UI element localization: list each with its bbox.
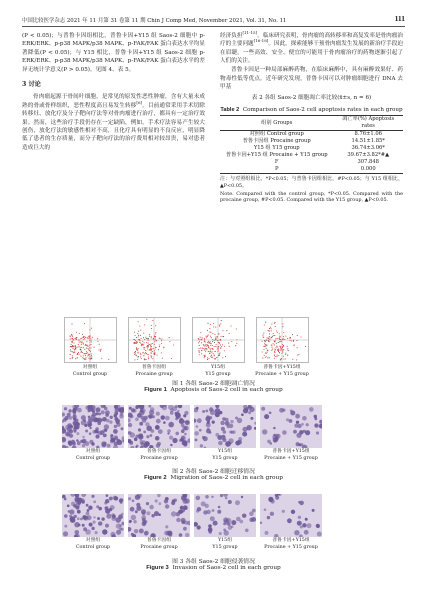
stained-cell-panel (128, 494, 190, 551)
stained-cell-panel (260, 405, 322, 462)
page-number: 111 (394, 14, 405, 23)
stained-cell-panel (62, 494, 124, 551)
figure-1-flow-cytometry (62, 316, 310, 378)
panel-label-zh: 普鲁卡因+Y15组 (272, 538, 310, 543)
panel-label-en: Procaine + Y15 group (264, 545, 318, 550)
table-header-rates: 凋亡率(%) Apoptosis rates (342, 116, 395, 130)
micrograph (194, 494, 256, 537)
table-header-row (220, 116, 403, 131)
table-caption-en: Table 2 Comparison of Saos-2 cell apoptosis rates in each group (220, 106, 403, 113)
micrograph (260, 405, 322, 448)
panel-label-zh: 普鲁卡因组 (147, 449, 171, 454)
stained-cell-panel (62, 405, 124, 462)
panel-label-en: Control group (72, 372, 108, 377)
table-cell-group: 普鲁卡因组 Procaine group (242, 138, 311, 145)
table-note-en: Note. Compared with the control group, *P<0.05. Compared with the procaine group, #P<0.05. Compared with the Y15 group, ▲P<0.05. (220, 190, 403, 204)
micrograph (128, 405, 190, 448)
micrograph (194, 405, 256, 448)
stained-cell-panel (260, 494, 322, 551)
panel-label-zh: 对照组 (85, 538, 101, 543)
table-row (220, 152, 403, 159)
table-row (220, 138, 403, 145)
panel-label-en: Procaine + Y15 group (255, 372, 309, 377)
scatter-plot (126, 316, 182, 364)
right-paragraph-1: 经济负担[11-15]。临床研究表明，骨肉瘤的高转移率和高复发率是骨肉瘤治疗的主要问题[16-18]。因此，探索能够干预骨肉瘤发生发展的新治疗手段迫在眉睫，一些高效、安全、便宜的可能用于骨肉瘤治疗的药物逐渐引起了人们的关注。 (220, 30, 403, 65)
flow-cytometry-panel (62, 316, 118, 378)
panel-label-zh: 普鲁卡因组 (142, 365, 166, 370)
panel-label-en: Procaine group (140, 545, 178, 550)
panel-label-en: Control group (75, 456, 111, 461)
panel-label-en: Y15 group (205, 372, 231, 377)
journal-header-text: 中国比较医学杂志 2021 年 11 月第 31 卷第 11 期 Chin J Comp Med, November 2021, Vol. 31, No. 11 (22, 18, 287, 24)
scatter-plot (62, 316, 118, 364)
right-paragraph-2: 普鲁卡因是一种局部麻醉药物，在临床麻醉中，具有麻醉效果好、药物毒性低等优点。近年研究发现，普鲁卡因可以对肿瘤细胞进行 DNA 去甲基 (220, 67, 403, 90)
citation: [6] (136, 99, 143, 105)
table-note-zh: 注：与对照组相比，*P<0.05；与普鲁卡因组相比，#P<0.05；与 Y15 组相比，▲P<0.05。 (220, 176, 403, 189)
figure-2-migration (62, 405, 322, 462)
micrograph (260, 494, 322, 537)
panel-label-en: Procaine group (135, 372, 173, 377)
panel-label-zh: Y15组 (217, 538, 233, 543)
figure-2-caption-en: Figure 2 Migration of Saos-2 cell in each group (144, 475, 283, 481)
table-row (220, 159, 403, 166)
table-cell-rate: 36.74±3.06* (351, 145, 385, 152)
table-cell-rate: 307.848 (357, 159, 379, 166)
table-cell-rate: 0.000 (360, 166, 376, 173)
figure-3-caption-en: Figure 3 Invasion of Saos-2 cell in each group (146, 565, 281, 571)
micrograph (128, 494, 190, 537)
table-row (220, 166, 403, 174)
flow-cytometry-panel (126, 316, 182, 378)
panel-label-en: Procaine group (140, 456, 178, 461)
panel-label-en: Y15 group (212, 456, 238, 461)
table-cell-group: Y15 组 Y15 group (253, 145, 300, 152)
running-header (22, 14, 405, 27)
right-column (220, 32, 403, 204)
stained-cell-panel (128, 405, 190, 462)
stained-cell-panel (194, 405, 256, 462)
stained-cell-panel (194, 494, 256, 551)
panel-label-zh: 普鲁卡因+Y15组 (272, 449, 310, 454)
panel-label-en: Procaine + Y15 group (264, 456, 318, 461)
micrograph (62, 405, 124, 448)
left-column (22, 32, 205, 153)
scatter-plot (254, 316, 310, 364)
citation: [11-15] (242, 30, 258, 36)
panel-label-zh: Y15组 (210, 365, 226, 370)
figure-3-caption-zh: 图 3 各组 Saos-2 细胞侵袭情况 (172, 559, 255, 565)
left-paragraph-1: (P < 0.05)；与普鲁卡因组相比，普鲁卡因+Y15 组 Saos-2 细胞中 p-ERK/ERK、p-p38 MAPK/p38 MAPK、p-FAK/FAK 蛋白表达水平均显著降低(P < 0.05)；与 Y15 相比，普鲁卡因+Y15 组 Saos-2 细胞 p-ERK/ERK、p-p38 MAPK/p38 MAPK、p-FAK/FAK 蛋白表达水平的差异无统计学意义(P > 0.05)。见图 4、表 5。 (22, 33, 205, 73)
table-header-groups: 组别 Groups (261, 119, 293, 126)
panel-label-en: Control group (75, 545, 111, 550)
table-cell-group: P (274, 166, 279, 173)
flow-cytometry-panel (190, 316, 246, 378)
section-heading-discussion: 3 讨论 (22, 81, 41, 89)
scatter-plot (190, 316, 246, 364)
figure-3-invasion (62, 494, 322, 551)
table-cell-group: 普鲁卡因+Y15 组 Procaine + Y15 group (225, 152, 328, 159)
figure-1-caption-zh: 图 1 各组 Saos-2 细胞凋亡情况 (172, 381, 255, 387)
panel-label-en: Y15 group (212, 545, 238, 550)
table-cell-group: F (274, 159, 279, 166)
citation: [16-18] (253, 38, 269, 44)
table-cell-rate: 14.51±1.85* (351, 138, 385, 145)
panel-label-zh: Y15组 (217, 449, 233, 454)
left-paragraph-2: 骨肉瘤起源于骨间叶细胞，是常见的原发性恶性肿瘤，含有大量未成熟的骨或骨样组织，恶性程度高且易发生转移[6]。目前通常采用手术切除转移灶、放化疗及分子靶向疗法等对骨肉瘤进行治疗，都具有一定治疗效果。然而，这些治疗手段仍存在一定缺陷，例如，手术疗法容易产生较大创伤，放化疗法的敏感性相对不高，且化疗具有明显的不良反应，明显降低了患者的生存质量，而分子靶向疗法的治疗费用相对较昂贵，易对患者造成巨大的 (22, 94, 205, 151)
figure-1-caption-en: Figure 1 Apoptosis of Saos-2 cell in each group (144, 387, 283, 393)
table-cell-group: 对照组 Control group (249, 131, 304, 138)
table-cell-rate: 39.67±3.82*#▲ (347, 152, 390, 159)
flow-cytometry-panel (254, 316, 310, 378)
panel-label-zh: 对照组 (85, 449, 101, 454)
apoptosis-table (220, 115, 403, 174)
panel-label-zh: 普鲁卡因组 (147, 538, 171, 543)
micrograph (62, 494, 124, 537)
panel-label-zh: 对照组 (82, 365, 98, 370)
panel-label-zh: 普鲁卡因+Y15组 (263, 365, 301, 370)
figure-2-caption-zh: 图 2 各组 Saos-2 细胞迁移情况 (172, 469, 255, 475)
table-caption-zh: 表 2 各组 Saos-2 细胞凋亡率比较(x̄±s, n = 6) (251, 95, 372, 102)
table-cell-rate: 8.76±1.06 (354, 131, 382, 138)
